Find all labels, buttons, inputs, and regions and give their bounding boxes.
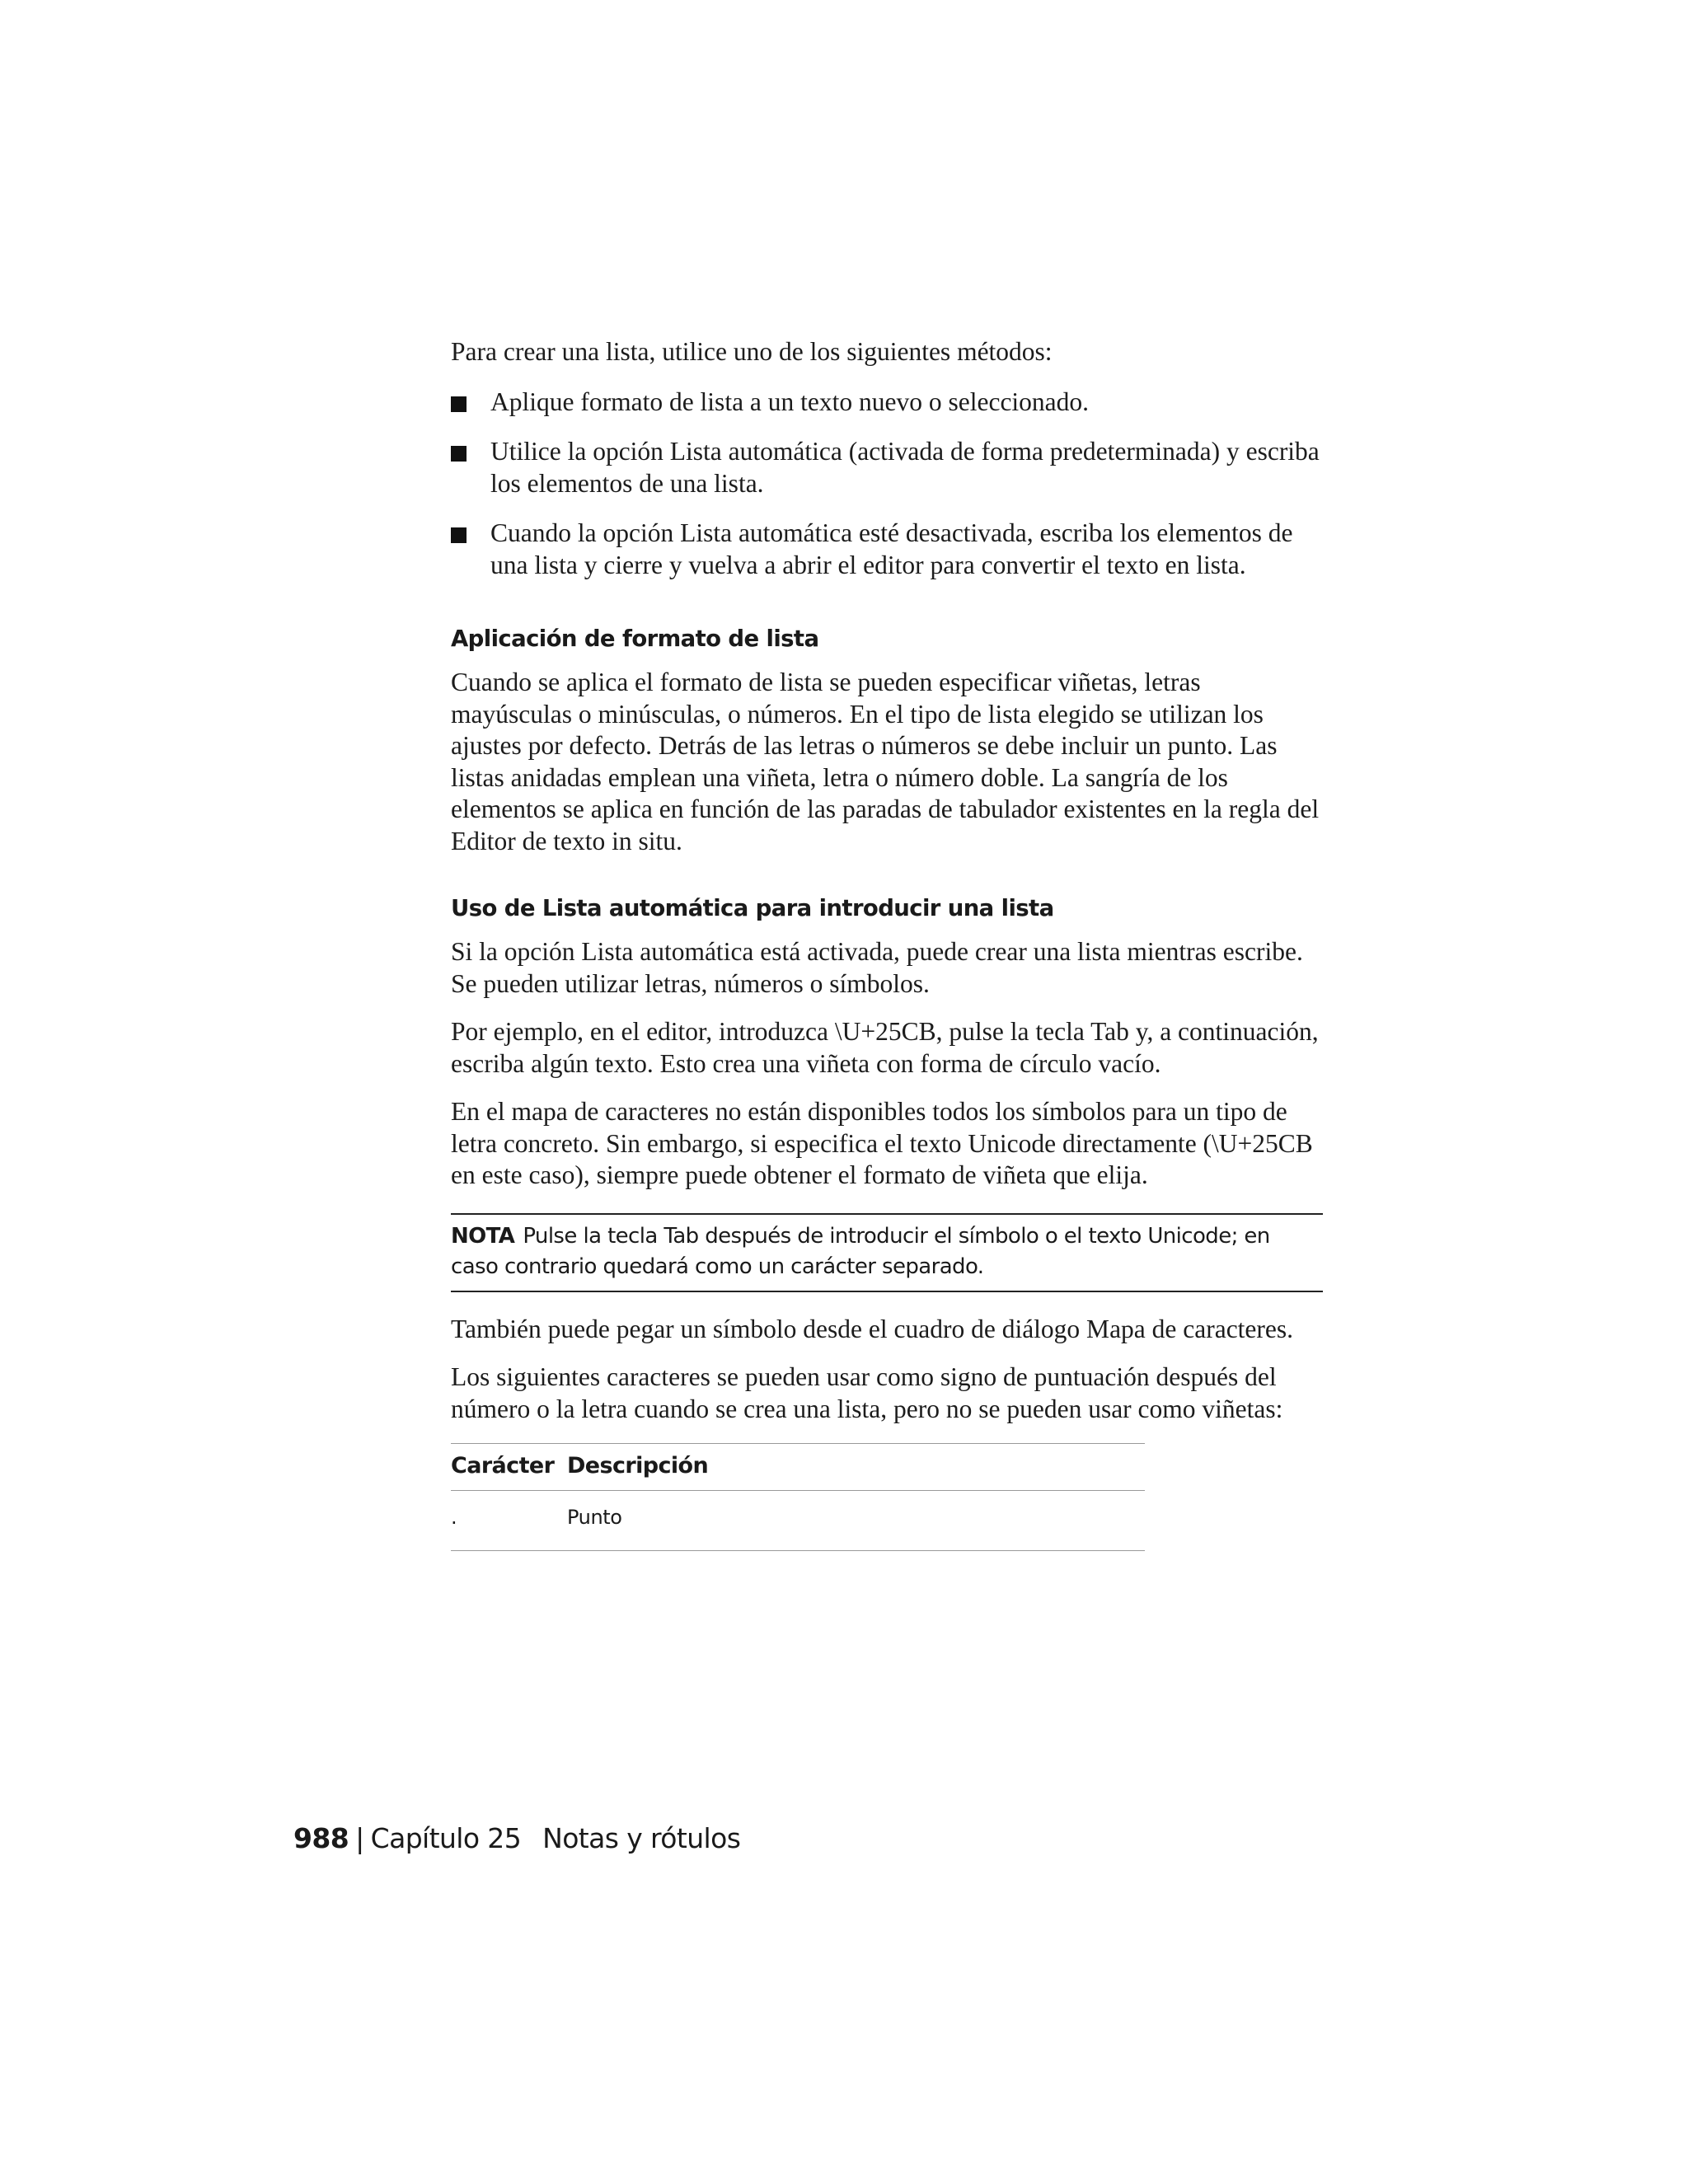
note-box [451,1213,1323,1292]
list-item-text: Utilice la opción Lista automática (activada de forma predeterminada) y escriba los elementos de una lista. [490,437,1320,498]
list-format-paragraph: Cuando se aplica el formato de lista se pueden especificar viñetas, letras mayúsculas o minúsculas, o números. En el tipo de lista elegido se utilizan los ajustes por defecto. Detrás de las letras o números se debe incluir un punto. Las listas anidadas emplean una viñeta, letra o número doble. La sangría de los elementos se aplica en función de las paradas de tabulador existentes en la regla del Editor de texto in situ. [451,668,1320,855]
after-note-paragraph-1: También puede pegar un símbolo desde el cuadro de diálogo Mapa de caracteres. [451,1314,1294,1343]
footer-separator: | [355,1822,364,1854]
list-item [451,436,1323,499]
chapter-title: Notas y rótulos [542,1822,741,1854]
auto-list-paragraph-1: Si la opción Lista automática está activada, puede crear una lista mientras escribe. Se pueden utilizar letras, números o símbolos. [451,937,1303,998]
table-header-description: Descripción [567,1453,709,1479]
characters-table [451,1443,1145,1551]
note-label: NOTA [451,1223,515,1249]
section-heading-list-format: Aplicación de formato de lista [451,626,819,652]
after-note-paragraph-2: Los siguientes caracteres se pueden usar como signo de puntuación después del número o la letra cuando se crea una lista, pero no se pueden usar como viñetas: [451,1362,1283,1423]
intro-paragraph: Para crear una lista, utilice uno de los siguientes métodos: [451,337,1053,366]
chapter-label: Capítulo 25 [370,1822,522,1854]
square-bullet-icon [451,396,467,412]
section-heading-auto-list: Uso de Lista automática para introducir una lista [451,895,1054,921]
table-row [451,1491,1145,1551]
page-number: 988 [293,1822,349,1854]
table-cell-description: Punto [567,1506,622,1529]
list-item-text: Aplique formato de lista a un texto nuevo o seleccionado. [490,387,1090,416]
square-bullet-icon [451,446,467,462]
table-header-row [451,1444,1145,1491]
list-item [451,387,1323,419]
note-text: Pulse la tecla Tab después de introducir el símbolo o el texto Unicode; en caso contrario quedará como un carácter separado. [451,1223,1270,1279]
page-content [451,336,1323,1551]
list-item [451,518,1323,581]
table-cell-character: . [451,1506,457,1529]
square-bullet-icon [451,527,467,543]
methods-list [451,387,1323,582]
table-header-character: Carácter [451,1453,555,1479]
auto-list-paragraph-2: Por ejemplo, en el editor, introduzca \U+25CB, pulse la tecla Tab y, a continuación, escriba algún texto. Esto crea una viñeta con forma de círculo vacío. [451,1017,1319,1078]
page-footer [293,1822,740,1855]
auto-list-paragraph-3: En el mapa de caracteres no están disponibles todos los símbolos para un tipo de letra concreto. Sin embargo, si especifica el texto Unicode directamente (\U+25CB en este caso), siempre puede obtener el formato de viñeta que elija. [451,1097,1313,1189]
list-item-text: Cuando la opción Lista automática esté desactivada, escriba los elementos de una lista y cierre y vuelva a abrir el editor para convertir el texto en lista. [490,518,1293,579]
